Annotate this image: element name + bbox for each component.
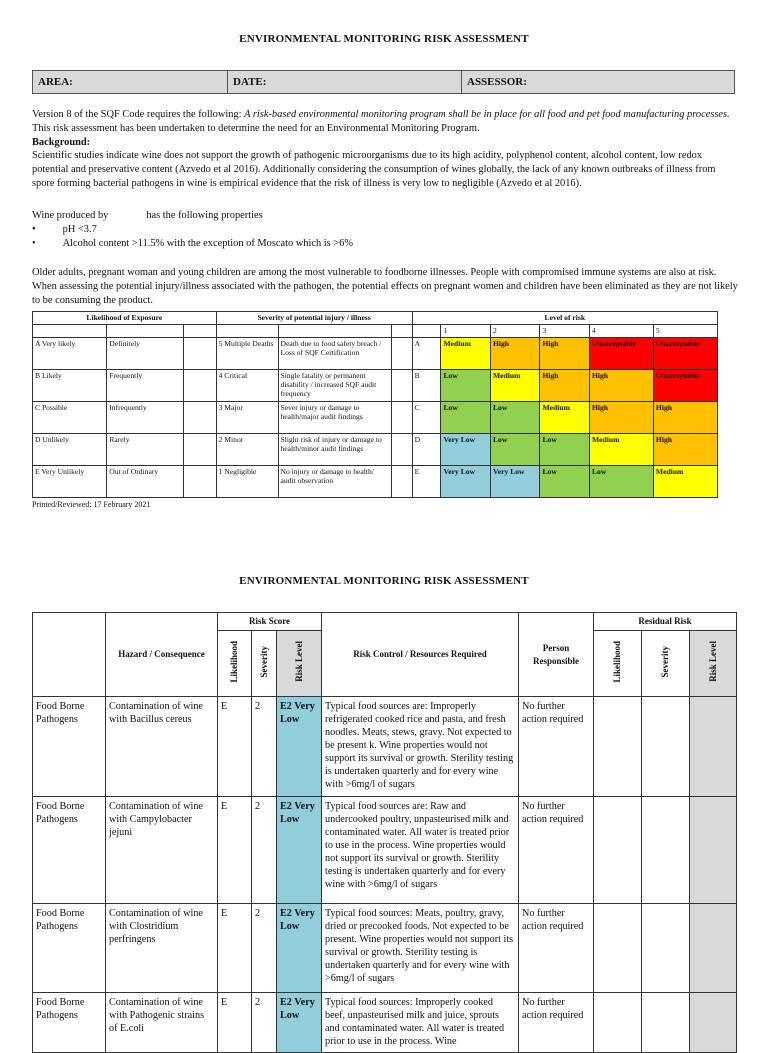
table-row: Food Borne Pathogens Contamination of wine with Bacillus cereus E 2 E2 Very Low Typical food sources are: Improperly refrigerated cooked rice and pasta, and fresh noodles. Meats, stews, gravy. Not expected to be present k. Wine properties would not support its survival or growth. Sterility testing is undertaken quarterly and for every wine with >6mg/l of sugars No further action required	[33, 697, 737, 797]
risk-cell: Very Low	[441, 466, 491, 498]
bullet-item: • Alcohol content >11.5% with the exception of Moscato which is >6%	[32, 237, 354, 249]
area-field[interactable]: AREA:	[33, 71, 228, 93]
table-row: Food Borne Pathogens Contamination of wine with Campylobacter jejuni E 2 E2 Very Low Typical food sources are: Raw and undercooked poultry, unpasteurised milk and contaminated water. All water is treated prior to use in the process. Wine properties would not support its survival or growth. Sterility testing is undertaken quarterly and for every wine with >6mg/l of sugars No further action required	[33, 797, 737, 904]
risk-cell: High	[653, 402, 717, 434]
matrix-row: D Unlikely Rarely 2 Minor Slight risk of injury or damage to health/minor audit findings D Very Low Low Low Medium High	[33, 434, 718, 466]
risk-cell: Low	[441, 370, 491, 402]
risk-cell: High	[653, 434, 717, 466]
risk-score-header: Risk Score	[218, 613, 322, 631]
wine-properties	[32, 209, 738, 250]
severity-header: Severity of potential injury / illness	[216, 312, 412, 325]
risk-cell: Very Low	[490, 466, 540, 498]
assessor-field[interactable]: ASSESSOR:	[467, 76, 527, 88]
residual-likelihood-header: Likelihood	[612, 640, 623, 683]
residual-severity-header: Severity	[660, 645, 671, 678]
risk-cell: Low	[490, 434, 540, 466]
matrix-row: C Possible Infrequently 3 Major Sever injury or damage to health/major audit findings C Low Low Medium High High	[33, 402, 718, 434]
col-number: 5	[653, 325, 717, 338]
risk-cell: High	[540, 370, 590, 402]
document-title: ENVIRONMENTAL MONITORING RISK ASSESSMENT	[239, 33, 529, 45]
control-header: Risk Control / Resources Required	[322, 613, 519, 697]
residual-risk-header: Residual Risk	[594, 613, 737, 631]
risk-level-cell: E2 Very Low	[277, 904, 322, 993]
residual-risk-level-header: Risk Level	[707, 641, 718, 682]
intro-quote: A risk-based environmental monitoring program shall be in place for all food and pet food manufacturing processes.	[244, 109, 730, 120]
header-bar	[32, 70, 735, 94]
risk-cell: Medium	[540, 402, 590, 434]
col-number: 1	[441, 325, 491, 338]
risk-cell: Unacceptable	[653, 338, 717, 370]
intro-post: This risk assessment has been undertaken to determine the need for an Environmental Monitoring Program.	[32, 122, 480, 134]
risk-cell: Medium	[653, 466, 717, 498]
table-row: Food Borne Pathogens Contamination of wine with Pathogenic strains of E.coli E 2 E2 Very Low Typical food sources: Improperly cooked beef, unpasteurised milk and juice, sprouts and contaminated water. All water is treated prior to use in the process. Wine No further action required	[33, 993, 737, 1053]
risk-level-cell: E2 Very Low	[277, 993, 322, 1053]
document-title-page2: ENVIRONMENTAL MONITORING RISK ASSESSMENT	[239, 575, 529, 587]
bullet-item: • pH <3.7	[32, 223, 97, 235]
date-field[interactable]: DATE:	[228, 71, 462, 93]
risk-matrix-table	[32, 311, 718, 498]
risk-cell: High	[540, 338, 590, 370]
wine-pre: Wine produced by	[32, 210, 109, 221]
risk-cell: High	[589, 402, 653, 434]
col-number: 4	[589, 325, 653, 338]
likelihood-col-header: Likelihood	[229, 640, 239, 683]
risk-level-cell: E2 Very Low	[277, 697, 322, 797]
risk-cell: High	[589, 370, 653, 402]
background-heading: Background:	[32, 136, 91, 148]
col-number: 2	[490, 325, 540, 338]
risk-cell: Medium	[589, 434, 653, 466]
risk-cell: Very Low	[441, 434, 491, 466]
risk-cell: Low	[540, 434, 590, 466]
risk-cell: High	[490, 338, 540, 370]
risk-cell: Low	[490, 402, 540, 434]
table-row: Food Borne Pathogens Contamination of wine with Clostridium perfringens E 2 E2 Very Low Typical food sources: Meats, poultry, gravy, dried or precooked foods. Not expected to be present. Wine properties would not support its survival or growth. Sterility testing is undertaken quarterly and for every wine with >6mg/l of sugars No further action required	[33, 904, 737, 993]
risk-level-col-header: Risk Level	[293, 641, 304, 682]
hazard-header: Hazard / Consequence	[106, 613, 218, 697]
wine-post: has the following properties	[146, 210, 263, 221]
level-header: Level of risk	[412, 312, 717, 325]
risk-cell: Low	[441, 402, 491, 434]
matrix-row: A Very likely Definitely 5 Multiple Deaths Death due to food safety breach / Loss of SQF Certification A Medium High High Unacceptable Unacceptable	[33, 338, 718, 370]
severity-col-header: Severity	[258, 645, 269, 678]
person-header: Person Responsible	[519, 613, 594, 697]
risk-cell: Unacceptable	[589, 338, 653, 370]
intro-pre: Version 8 of the SQF Code requires the following:	[32, 109, 245, 120]
printed-reviewed: Printed/Reviewed: 17 February 2021	[32, 500, 151, 509]
risk-cell: Unacceptable	[653, 370, 717, 402]
risk-level-cell: E2 Very Low	[277, 797, 322, 904]
risk-cell: Medium	[490, 370, 540, 402]
risk-assessment-table	[32, 612, 737, 1053]
risk-cell: Low	[589, 466, 653, 498]
risk-cell: Medium	[441, 338, 491, 370]
col-number: 3	[540, 325, 590, 338]
risk-cell: Low	[540, 466, 590, 498]
matrix-row: B Likely Frequently 4 Critical Single fatality or permanent disability / increased SQF audit frequency B Low Medium High High Unacceptable	[33, 370, 718, 402]
vulnerable-paragraph: Older adults, pregnant woman and young children are among the most vulnerable to foodborne illnesses. People with compromised immune systems are also at risk. When assessing the potential injury/illness associated with the pathogen, the potential effects on pregnant women and children have been eliminated as they are not likely to be consuming the product.	[32, 267, 738, 306]
background-text: Scientific studies indicate wine does not support the growth of pathogenic microorganisms due to its high acidity, polyphenol content, alcohol content, low redox potential and preservative content (Azvedo et al 2016). Additionally considering the consumption of wines globally, the lack of any known outbreaks of illness from spore forming bacterial pathogens in wine is empirical evidence that the risk of illness is very low to negligible (Azvedo et al 2016).	[32, 150, 716, 189]
intro-paragraph	[32, 108, 738, 191]
likelihood-header: Likelihood of Exposure	[33, 312, 217, 325]
matrix-row: E Very Unlikely Out of Ordinary 1 Negligible No injury or damage to health/ audit observation E Very Low Very Low Low Low Medium	[33, 466, 718, 498]
